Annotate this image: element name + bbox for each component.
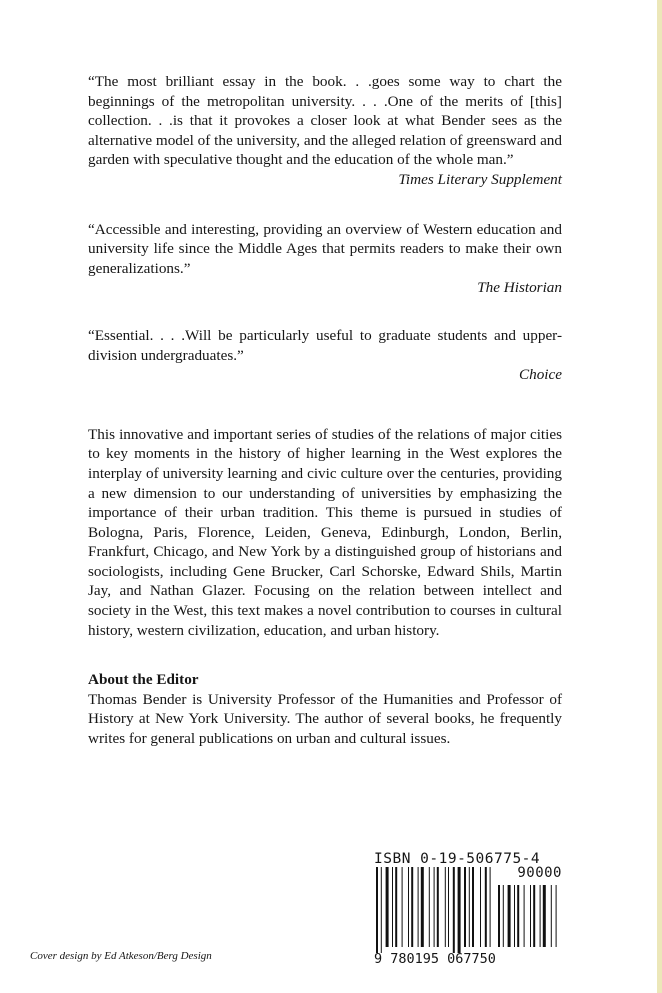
barcode-bar bbox=[386, 867, 389, 947]
barcode-bar bbox=[490, 867, 491, 947]
barcode-bar bbox=[480, 867, 481, 947]
review-quote-3-text: “Essential. . . .Will be particularly useful to graduate students and upper-division undergraduates.” bbox=[88, 326, 562, 364]
barcode-bar bbox=[533, 885, 535, 947]
barcode-bar bbox=[556, 885, 557, 947]
barcode-bar bbox=[376, 867, 378, 953]
barcode-bar bbox=[508, 885, 511, 947]
isbn-barcode bbox=[374, 851, 564, 967]
barcode-bar bbox=[453, 867, 455, 953]
isbn-number: ISBN 0-19-506775-4 bbox=[374, 851, 541, 867]
barcode-bar bbox=[395, 867, 397, 947]
about-editor-heading: About the Editor bbox=[88, 671, 199, 689]
about-editor-section bbox=[88, 670, 562, 748]
barcode-bar bbox=[498, 885, 500, 947]
barcode-bar bbox=[472, 867, 474, 947]
back-cover-content bbox=[88, 72, 562, 749]
barcode-bar bbox=[540, 885, 541, 947]
barcode-bar bbox=[551, 885, 552, 947]
barcode-bar bbox=[485, 867, 487, 947]
review-quote-1 bbox=[88, 72, 562, 190]
barcode-bar bbox=[503, 885, 504, 947]
price-code: 90000 bbox=[517, 865, 562, 881]
barcode-bar bbox=[381, 867, 382, 953]
barcode-bar bbox=[514, 885, 515, 947]
barcode-bar bbox=[448, 867, 449, 947]
review-quote-1-source: Times Literary Supplement bbox=[398, 170, 562, 188]
barcode-bar bbox=[411, 867, 413, 947]
barcode-bar bbox=[437, 867, 439, 947]
cover-edge-strip bbox=[657, 0, 662, 993]
cover-design-credit: Cover design by Ed Atkeson/Berg Design bbox=[30, 950, 212, 962]
review-quote-1-text: “The most brilliant essay in the book. . .goes some way to chart the beginnings of the metropolitan university. . . .One of the merits of [this] collection. . .is that it provokes a closer look at what Bender sees as the alternative model of the university, and the alleged relation of greensward and garden with speculative thought and the education of the whole man.” bbox=[88, 73, 562, 169]
barcode-bar bbox=[429, 867, 430, 947]
barcode-bar bbox=[392, 867, 393, 947]
barcode-bar bbox=[524, 885, 525, 947]
barcode-bar bbox=[421, 867, 424, 947]
about-editor-text: Thomas Bender is University Professor of the Humanities and Professor of History at New York University. The author of several books, he frequently writes for general publications on urban and cultural issues. bbox=[88, 690, 562, 748]
review-quote-2 bbox=[88, 220, 562, 298]
review-quote-2-source: The Historian bbox=[477, 279, 562, 297]
barcode-bar bbox=[464, 867, 466, 947]
barcode-bar bbox=[418, 867, 419, 947]
review-quote-2-text: “Accessible and interesting, providing an overview of Western education and university life since the Middle Ages that permits readers to make their own generalizations.” bbox=[88, 220, 562, 277]
barcode-bar bbox=[408, 867, 409, 947]
review-quote-3 bbox=[88, 326, 562, 385]
book-description: This innovative and important series of studies of the relations of major cities to key moments in the history of higher learning in the West explores the interplay of university learning and civic culture over the centuries, providing a new dimension to our understanding of universities by emphasizing the importance of their urban tradition. This theme is pursued in studies of Bologna, Paris, Florence, Leiden, Geneva, Edinburgh, London, Berlin, Frankfurt, Chicago, and New York by a distinguished group of historians and sociologists, including Gene Brucker, Carl Schorske, Edward Shils, Martin Jay, and Nathan Glazer. Focusing on the relation between intellect and society in the West, this text makes a novel contribution to courses in cultural history, western civilization, education, and urban history. bbox=[88, 425, 562, 639]
review-quote-3-source: Choice bbox=[518, 366, 562, 384]
barcode-bar bbox=[517, 885, 519, 947]
barcode-bar bbox=[543, 885, 546, 947]
barcode-bar bbox=[434, 867, 435, 947]
ean-digits: 9 780195 067750 bbox=[374, 951, 496, 967]
barcode-bar bbox=[469, 867, 470, 947]
barcode-bar bbox=[458, 867, 461, 953]
barcode-bar bbox=[445, 867, 446, 947]
barcode-bar bbox=[402, 867, 403, 947]
barcode-bar bbox=[530, 885, 531, 947]
